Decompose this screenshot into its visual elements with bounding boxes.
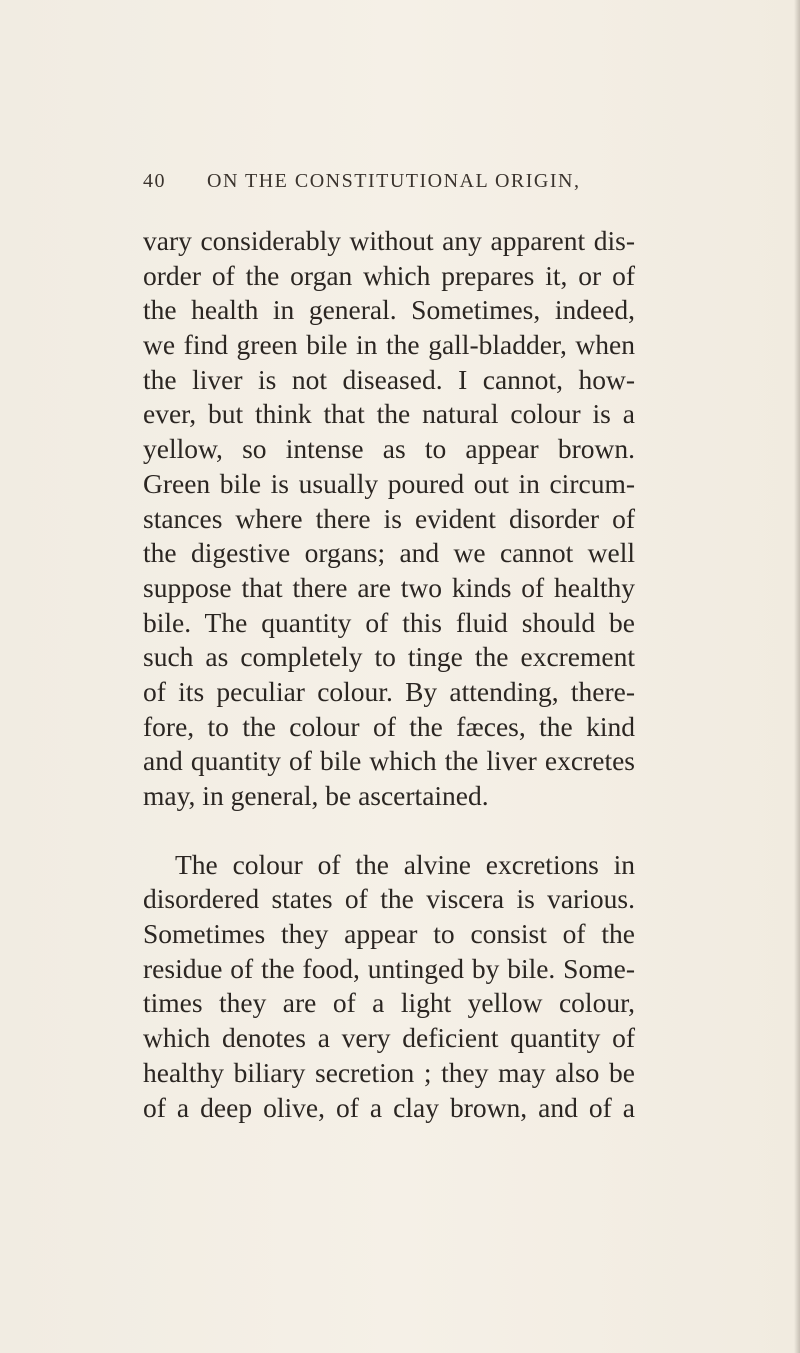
text-line: we find green bile in the gall-bladder, when (143, 329, 635, 361)
text-line: order of the organ which prepares it, or of (143, 259, 635, 291)
running-title: ON THE CONSTITUTIONAL ORIGIN, (207, 170, 581, 192)
text-line: the liver is not diseased. I cannot, how- (143, 363, 635, 395)
page-number: 40 (143, 170, 166, 192)
paragraph-2 (143, 848, 635, 1126)
text-line: and quantity of bile which the liver excretes (143, 745, 635, 777)
text-line: bile. The quantity of this fluid should be (143, 606, 635, 638)
text-line: may, in general, be ascertained. (143, 780, 489, 811)
text-line: the digestive organs; and we cannot well (143, 537, 635, 569)
text-line: Green bile is usually poured out in circum- (143, 467, 635, 499)
text-line: disordered states of the viscera is various. (143, 883, 635, 915)
paragraph-1 (143, 224, 635, 814)
text-line: of a deep olive, of a clay brown, and of a (143, 1091, 635, 1123)
text-line: which denotes a very deficient quantity of (143, 1022, 635, 1054)
text-line: Sometimes they appear to consist of the (143, 918, 635, 950)
text-line: ever, but think that the natural colour is a (143, 398, 635, 430)
text-line: The colour of the alvine excretions in (175, 848, 635, 880)
page-header (143, 166, 633, 196)
text-line: such as completely to tinge the excrement (143, 641, 635, 673)
text-line: yellow, so intense as to appear brown. (143, 433, 635, 465)
text-line: healthy biliary secretion ; they may also be (143, 1056, 635, 1088)
paragraph-gap (143, 814, 635, 848)
page-edge-shadow (794, 0, 800, 1353)
text-line: the health in general. Sometimes, indeed, (143, 294, 635, 326)
text-line: stances where there is evident disorder of (143, 502, 635, 534)
text-line: residue of the food, untinged by bile. Some- (143, 952, 635, 984)
text-line: fore, to the colour of the fæces, the kind (143, 710, 635, 742)
text-line: suppose that there are two kinds of healthy (143, 571, 635, 603)
text-line: of its peculiar colour. By attending, there- (143, 675, 635, 707)
text-line: times they are of a light yellow colour, (143, 987, 635, 1019)
body-text (143, 224, 635, 1125)
text-line: vary considerably without any apparent dis- (143, 225, 635, 256)
